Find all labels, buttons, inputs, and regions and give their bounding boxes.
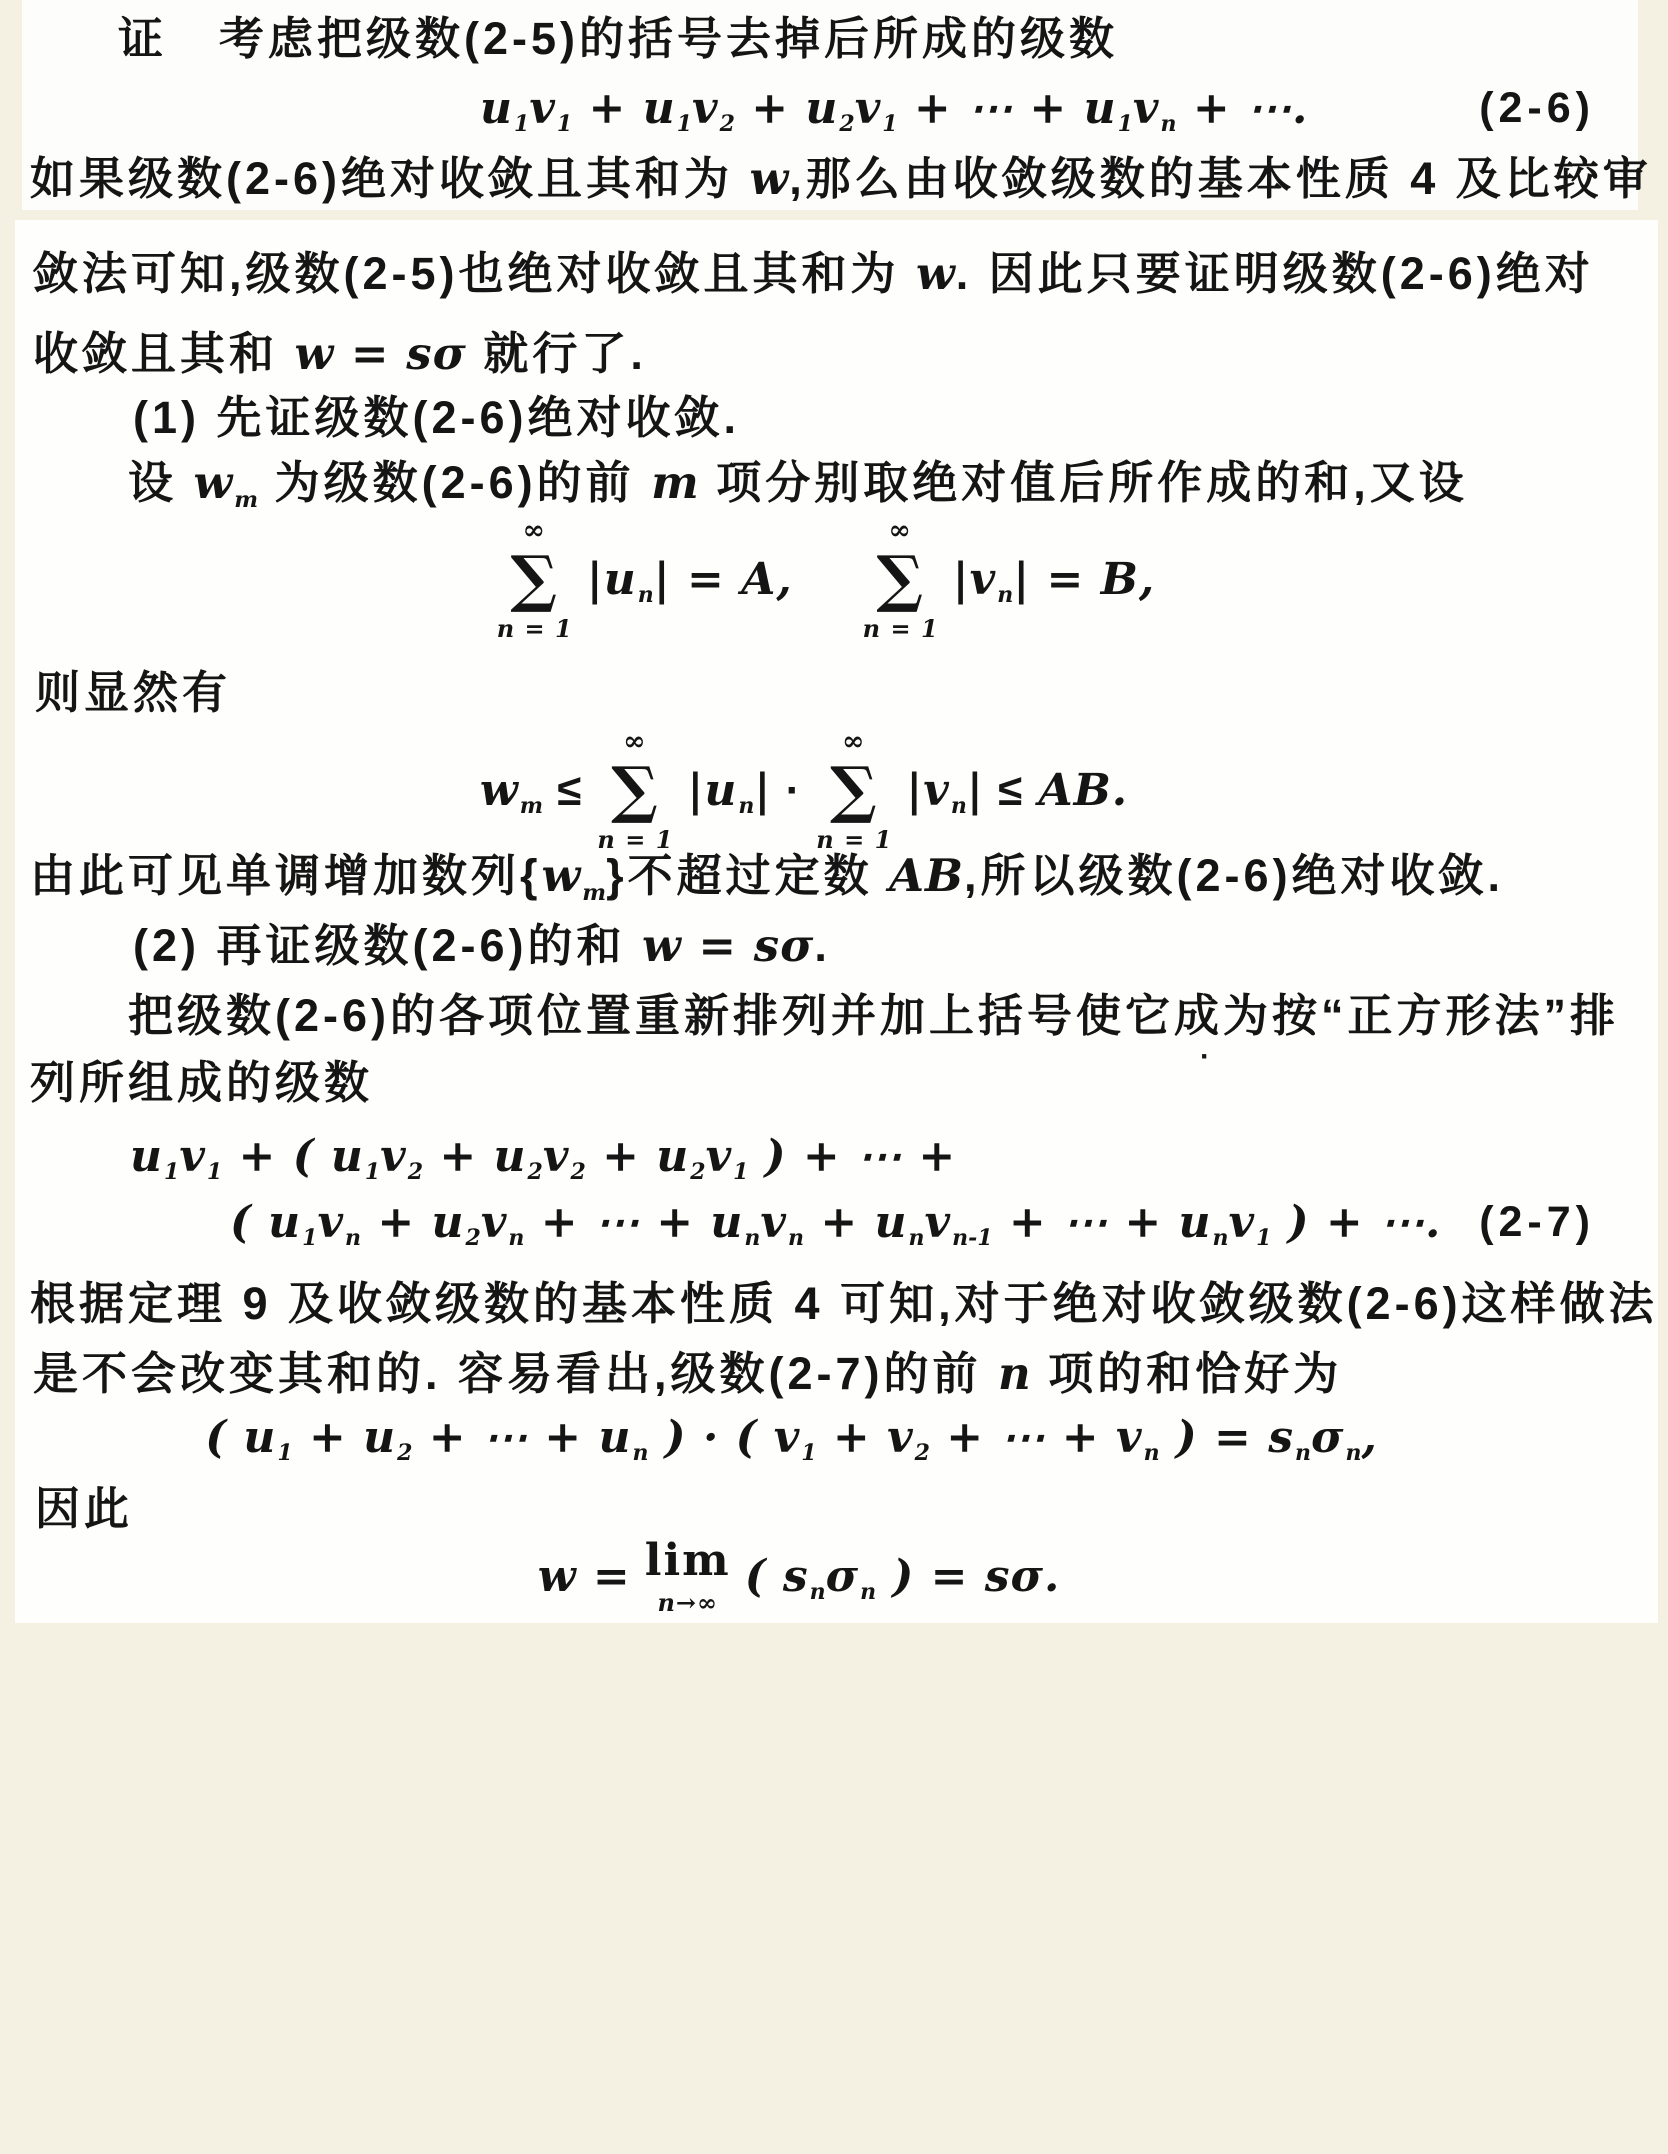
equation-2-6-tag: (2-6) (1479, 83, 1595, 132)
equation-limit (0, 1524, 1598, 1628)
paragraph-line: 设 $w_m$ 为级数(2-6)的前 m 项分别取绝对值后所作成的和,又设 (128, 456, 1468, 513)
step-2-heading: (2) 再证级数(2-6)的和 w = sσ. (133, 919, 831, 972)
proof-intro-line (118, 12, 1118, 66)
paragraph-line: 由此可见单调增加数列$\{w_m\}$不超过定数 AB,所以级数(2-6)绝对收敛. (30, 849, 1505, 906)
paragraph-line: 根据定理 9 及收敛级数的基本性质 4 可知,对于绝对收敛级数(2-6)这样做法 (30, 1278, 1658, 1329)
equation-sums-A-B (0, 515, 1638, 643)
limit-symbol: lim n→∞ (644, 1534, 731, 1618)
equation-2-7-math-1: $u_1v_1$ + ( $u_1v_2 + u_2v_2 + u_2v_1$ ) + ⋯ + (130, 1130, 957, 1185)
math-fragment: $|u_n|$ · (687, 764, 803, 819)
equation-wm-bound (0, 722, 1608, 858)
math-fragment: $w_m$ ≤ (479, 764, 584, 819)
stray-ink-dot: · (1200, 1040, 1210, 1073)
summation-symbol: ∞ ∑ n = 1 (496, 515, 573, 643)
paragraph-line: 敛法可知,级数(2-5)也绝对收敛且其和为 w. 因此只要证明级数(2-6)绝对 (33, 247, 1594, 300)
paragraph-line: 因此 (35, 1483, 134, 1534)
equation-2-6-row (30, 76, 1595, 140)
step-1-heading: (1) 先证级数(2-6)绝对收敛. (133, 392, 741, 443)
equation-2-7-row-2 (30, 1190, 1595, 1254)
equation-2-7-line-1 (130, 1126, 956, 1186)
math-fragment: $|v_n| = B$, (952, 553, 1156, 608)
equation-2-7-tag: (2-7) (1479, 1197, 1595, 1246)
math-fragment: w = (537, 1550, 631, 1602)
paragraph-line: 是不会改变其和的. 容易看出,级数(2-7)的前 n 项的和恰好为 (33, 1347, 1343, 1400)
summation-symbol: ∞ ∑ n = 1 (597, 726, 674, 854)
math-fragment: $|u_n| = A$, (586, 553, 793, 608)
math-fragment: ( $s_n\sigma_n$ ) = sσ. (744, 1550, 1061, 1605)
paragraph-line: 则显然有 (35, 667, 232, 718)
proof-intro-text: 考虑把级数(2-5)的括号去掉后所成的级数 (219, 13, 1119, 64)
proof-label: 证 (118, 13, 168, 64)
summation-symbol: ∞ ∑ n = 1 (816, 726, 893, 854)
equation-2-6-math: $u_1v_1 + u_1v_2 + u_2v_1$ + ⋯ + $u_1v_n$ + ⋯. (480, 82, 1309, 137)
paragraph-line: 收敛且其和 w = sσ 就行了. (33, 327, 647, 380)
paragraph-line: 把级数(2-6)的各项位置重新排列并加上括号使它成为按“正方形法”排 (128, 990, 1620, 1041)
equation-partial-sums-math: ( $u_1 + u_2$ + ⋯ + $u_n$ ) · ( $v_1 + v_2$ + ⋯ + $v_n$ ) = $s_n\sigma_n$, (205, 1411, 1378, 1466)
math-fragment: $|v_n|$ ≤ AB. (906, 764, 1129, 819)
summation-symbol: ∞ ∑ n = 1 (862, 515, 939, 643)
paragraph-line: 如果级数(2-6)绝对收敛且其和为 w,那么由收敛级数的基本性质 4 及比较审 (30, 152, 1652, 205)
equation-partial-sums (0, 1408, 1583, 1466)
equation-2-7-math-2: ( $u_1v_n + u_2v_n$ + ⋯ + $u_nv_n + u_nv_{n-1}$ + ⋯ + $u_nv_1$ ) + ⋯. (230, 1196, 1442, 1251)
paragraph-line: 列所组成的级数 (30, 1057, 374, 1108)
